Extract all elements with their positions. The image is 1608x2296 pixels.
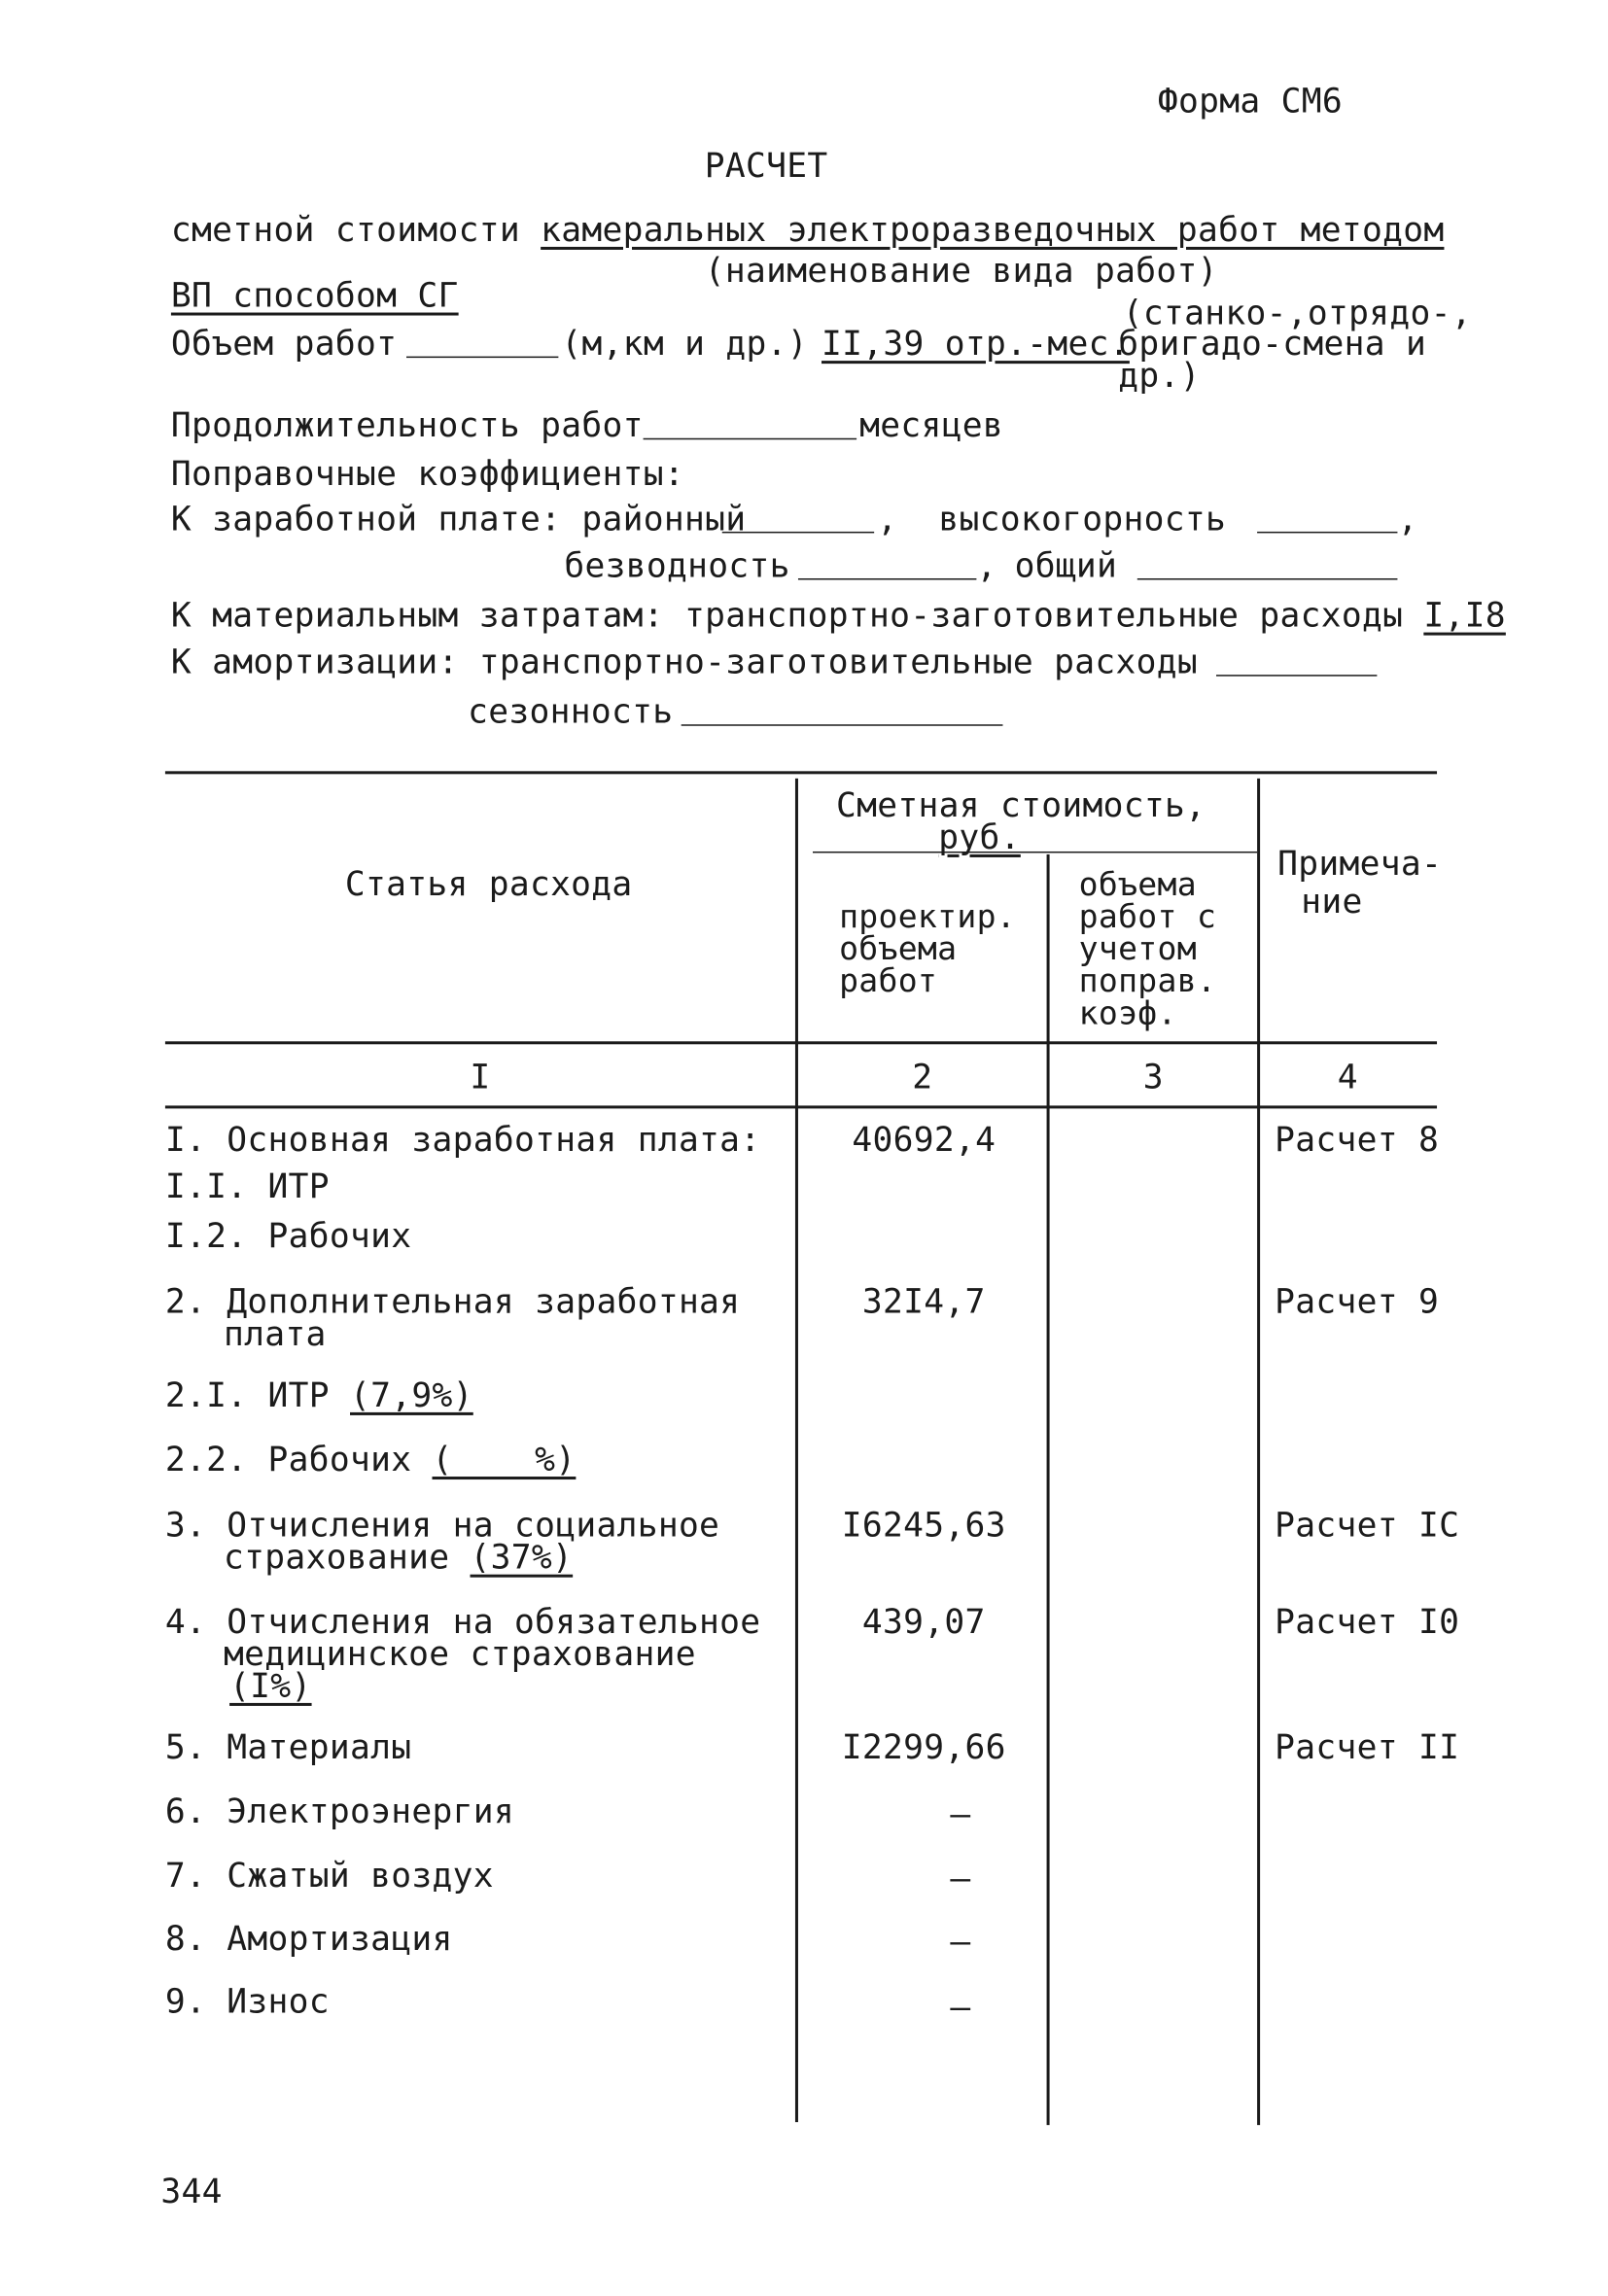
column-header-note-2: ние xyxy=(1301,884,1363,922)
table-top-rule xyxy=(165,771,1437,774)
projected-cost: 40692,4 xyxy=(852,1121,996,1160)
volume-label: Объем работ xyxy=(170,326,418,365)
column-header-adjusted-1: объема xyxy=(1078,867,1197,905)
materials-coef-label: К материальным затратам: транспортно-заготовительные расходы I,I8 xyxy=(170,597,1506,636)
work-method-value: ВП способом СГ xyxy=(170,277,459,316)
unit-note-line-1: (станко-,отрядо-, xyxy=(1122,295,1472,333)
row-note: Расчет 9 xyxy=(1275,1283,1440,1322)
column-header-projected-2: объема xyxy=(839,931,958,969)
projected-cost: – xyxy=(950,1861,971,1899)
projected-cost: – xyxy=(950,1796,971,1835)
volume-blank xyxy=(406,357,558,359)
column-header-adjusted-3: учетом xyxy=(1078,931,1197,969)
duration-label: Продолжительность работ xyxy=(170,407,664,446)
regional-coef-blank xyxy=(722,532,874,534)
column-header-projected-3: работ xyxy=(839,963,938,1001)
row-note: Расчет I0 xyxy=(1275,1603,1460,1642)
seasonality-label: сезонность xyxy=(468,693,694,732)
column-header-expense-item: Статья расхода xyxy=(344,865,633,905)
salary-coef-label: К заработной плате: районный xyxy=(170,501,767,539)
work-type-value: камеральных электроразведочных работ методом xyxy=(541,211,1445,250)
materials-coef-value: I,I8 xyxy=(1423,597,1506,636)
percent-value: (7,9%) xyxy=(350,1376,473,1415)
header-bottom-rule xyxy=(165,1041,1437,1044)
highland-comma: , xyxy=(1397,501,1418,539)
seasonality-blank xyxy=(682,724,1003,726)
projected-cost: – xyxy=(950,1989,971,2028)
column-header-adjusted-5: коэф. xyxy=(1078,995,1177,1033)
expense-label: I.I. ИТР xyxy=(164,1168,330,1207)
expense-label: I. Основная заработная плата: xyxy=(164,1121,761,1160)
percent-value: (I%) xyxy=(229,1667,312,1706)
total-coef-label: общий xyxy=(994,547,1138,586)
total-coef-blank xyxy=(1137,578,1398,580)
row-note: Расчет II xyxy=(1275,1728,1460,1768)
highland-coef-blank xyxy=(1257,532,1397,534)
percent-value: ( %) xyxy=(432,1441,577,1480)
cost-subheader-rule xyxy=(813,852,1257,853)
document-title: РАСЧЕТ xyxy=(704,147,828,186)
duration-blank xyxy=(644,438,857,440)
unit-note-line-2: бригадо-смена и xyxy=(1118,326,1427,365)
projected-cost: 439,07 xyxy=(861,1603,986,1642)
expense-label-continued: медицинское страхование xyxy=(224,1635,696,1674)
expense-label: 2.2. Рабочих ( %) xyxy=(164,1441,577,1480)
regional-comma: , xyxy=(877,501,898,539)
projected-cost: – xyxy=(950,1923,971,1962)
column-divider-1 xyxy=(795,779,798,2122)
coefficients-title: Поправочные коэффициенты: xyxy=(170,455,684,494)
amortization-coef-blank xyxy=(1216,675,1377,677)
expense-label: 5. Материалы xyxy=(164,1728,412,1768)
column-header-note-1: Примеча- xyxy=(1277,845,1443,885)
column-number-3: 3 xyxy=(1142,1059,1164,1097)
column-header-projected-1: проектир. xyxy=(839,899,1017,937)
volume-value: II,39 отр.-мес. xyxy=(821,326,1130,365)
percent-value: (37%) xyxy=(470,1539,574,1578)
cost-group-header: Сметная стоимость, xyxy=(836,786,1206,825)
expense-label: 2.I. ИТР (7,9%) xyxy=(164,1376,473,1415)
volume-units: (м,км и др.) xyxy=(561,326,828,365)
projected-cost: I2299,66 xyxy=(841,1728,1006,1768)
expense-label-continued: страхование (37%) xyxy=(224,1539,574,1578)
expense-label: I.2. Рабочих xyxy=(164,1218,412,1257)
row-note: Расчет IС xyxy=(1275,1507,1460,1546)
waterless-comma: , xyxy=(976,547,997,586)
expense-label: 2. Дополнительная заработная xyxy=(164,1283,741,1322)
column-divider-2 xyxy=(1047,854,1050,2125)
expense-label: 6. Электроэнергия xyxy=(164,1793,514,1832)
waterless-coef-label: безводность xyxy=(564,547,811,586)
estimate-prefix: сметной стоимости камеральных электроразведочных работ методом xyxy=(170,211,1445,250)
expense-label: 3. Отчисления на социальное xyxy=(164,1507,720,1546)
projected-cost: I6245,63 xyxy=(841,1507,1006,1546)
cost-group-unit: руб. xyxy=(938,818,1021,857)
unit-note-line-3: др.) xyxy=(1118,358,1201,397)
duration-units: месяцев xyxy=(859,407,1003,446)
column-number-4: 4 xyxy=(1337,1059,1358,1097)
column-header-adjusted-2: работ с xyxy=(1078,899,1217,937)
form-label: Форма СМ6 xyxy=(1157,83,1343,122)
expense-label: 9. Износ xyxy=(164,1983,330,2022)
amortization-coef-label: К амортизации: транспортно-заготовительные расходы xyxy=(170,644,1219,682)
projected-cost: 32I4,7 xyxy=(861,1283,986,1322)
work-type-caption: (наименование вида работ) xyxy=(704,252,1218,291)
row-note: Расчет 8 xyxy=(1275,1121,1440,1160)
waterless-coef-blank xyxy=(798,578,976,580)
column-numbers-rule xyxy=(165,1105,1437,1108)
expense-label: 8. Амортизация xyxy=(164,1920,453,1959)
column-header-adjusted-4: поправ. xyxy=(1078,963,1217,1001)
page-number: 344 xyxy=(160,2173,223,2211)
column-divider-3 xyxy=(1257,779,1260,2125)
expense-label-continued: плата xyxy=(224,1315,327,1354)
column-number-1: I xyxy=(470,1059,491,1097)
expense-label: 7. Сжатый воздух xyxy=(164,1858,494,1896)
column-number-2: 2 xyxy=(912,1059,933,1097)
expense-label: 4. Отчисления на обязательное xyxy=(164,1603,761,1642)
highland-coef-label: высокогорность xyxy=(918,501,1247,539)
